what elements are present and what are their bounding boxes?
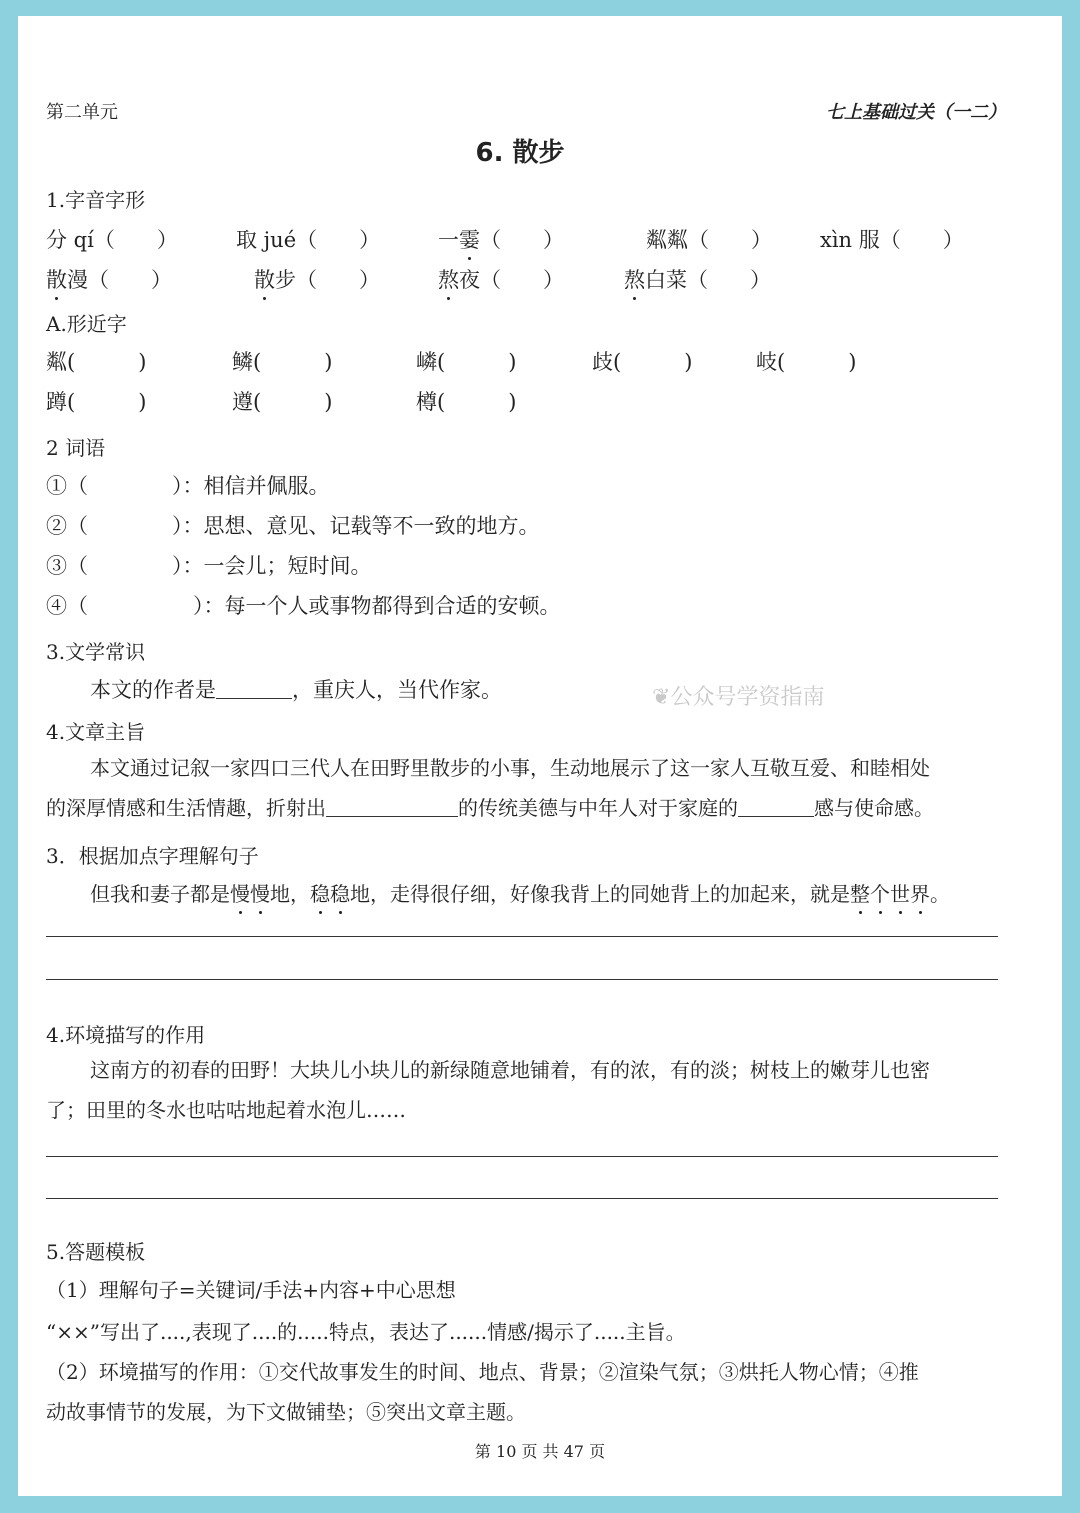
lit-post: ，重庆人，当代作家。	[292, 678, 502, 702]
answer-line[interactable]	[46, 936, 998, 937]
series-label: 七上基础过关（一二）	[826, 102, 1006, 123]
theme-line-1: 本文通过记叙一家四口三代人在田野里散步的小事，生动地展示了这一家人互敬互爱、和睦相处	[90, 756, 930, 780]
section-environment: 4.环境描写的作用	[46, 1023, 206, 1047]
vocab-item: ①（ ）：相信并佩服。	[46, 474, 330, 498]
vocab-item: ③（ ）：一会儿；短时间。	[46, 554, 372, 578]
lit-pre: 本文的作者是	[90, 678, 216, 702]
similar-char-item: 粼( )	[46, 350, 147, 374]
item-aobaicai: 熬白菜（ ）	[624, 268, 771, 292]
literature-question	[90, 674, 502, 704]
template-1: （1）理解句子=关键词/手法+内容+中心思想	[46, 1278, 456, 1302]
worksheet-page	[18, 16, 1062, 1496]
item-linlin: 粼粼（ ）	[646, 228, 772, 252]
dotted-sentence: 但我和妻子都是慢慢地，稳稳地，走得很仔细，好像我背上的同她背上的加起来，就是整个世界。	[90, 882, 950, 906]
similar-char-item: 樽( )	[416, 390, 517, 414]
section-sentence-understanding: 3．根据加点字理解句子	[46, 844, 259, 868]
watermark: ❦公众号学资指南	[652, 685, 825, 710]
virtue-blank[interactable]	[326, 796, 458, 817]
similar-char-item: 遵( )	[232, 390, 333, 414]
section-similar-chars: A.形近字	[46, 312, 127, 336]
similar-char-item: 鳞( )	[232, 350, 333, 374]
similar-char-item: 嶙( )	[416, 350, 517, 374]
template-3-line-2: 动故事情节的发展，为下文做铺垫；⑤突出文章主题。	[46, 1400, 526, 1424]
template-2: “××”写出了....,表现了....的.....特点，表达了......情感/揭示了.....主旨。	[46, 1320, 686, 1344]
template-3-line-1: （2）环境描写的作用：①交代故事发生的时间、地点、背景；②渲染气氛；③烘托人物心情；④推	[46, 1360, 919, 1384]
unit-label: 第二单元	[46, 102, 118, 123]
page-number: 第 10 页 共 47 页	[474, 1442, 606, 1461]
answer-line[interactable]	[46, 1198, 998, 1199]
theme-paragraph	[46, 748, 998, 828]
similar-char-item: 歧( )	[592, 350, 693, 374]
section-theme: 4.文章主旨	[46, 720, 146, 744]
responsibility-blank[interactable]	[738, 796, 814, 817]
item-xinfu: xìn 服（ ）	[820, 228, 964, 252]
section-pronunciation: 1.字音字形	[46, 188, 146, 212]
answer-line[interactable]	[46, 979, 998, 980]
similar-char-item: 蹲( )	[46, 390, 147, 414]
env-line-1: 这南方的初春的田野！大块儿小块儿的新绿随意地铺着，有的浓，有的淡；树枝上的嫩芽儿也密	[90, 1058, 930, 1082]
leaf-icon: ❦	[652, 685, 671, 710]
env-line-2: 了；田里的冬水也咕咕地起着水泡儿……	[46, 1098, 406, 1122]
item-qujue: 取 jué（ ）	[236, 228, 381, 252]
item-yisha: 一霎（ ）	[438, 228, 564, 252]
answer-line[interactable]	[46, 1156, 998, 1157]
environment-paragraph	[46, 1050, 998, 1130]
section-literature: 3.文学常识	[46, 640, 146, 664]
author-blank[interactable]	[216, 678, 292, 699]
page-title: 6. 散步	[475, 138, 565, 168]
theme-line-2: 的深厚情感和生活情趣，折射出 的传统美德与中年人对于家庭的 感与使命感。	[46, 796, 934, 820]
item-sanman: 散漫（ ）	[46, 268, 172, 292]
section-vocabulary: 2 词语	[46, 436, 106, 460]
section-answer-template: 5.答题模板	[46, 1240, 146, 1264]
item-fenqi: 分 qí（ ）	[46, 228, 178, 252]
similar-char-item: 岐( )	[756, 350, 857, 374]
item-aoye: 熬夜（ ）	[438, 268, 564, 292]
vocab-item: ②（ ）：思想、意见、记载等不一致的地方。	[46, 514, 540, 538]
item-sanbu: 散步（ ）	[254, 268, 380, 292]
vocab-item: ④（ ）：每一个人或事物都得到合适的安顿。	[46, 594, 561, 618]
